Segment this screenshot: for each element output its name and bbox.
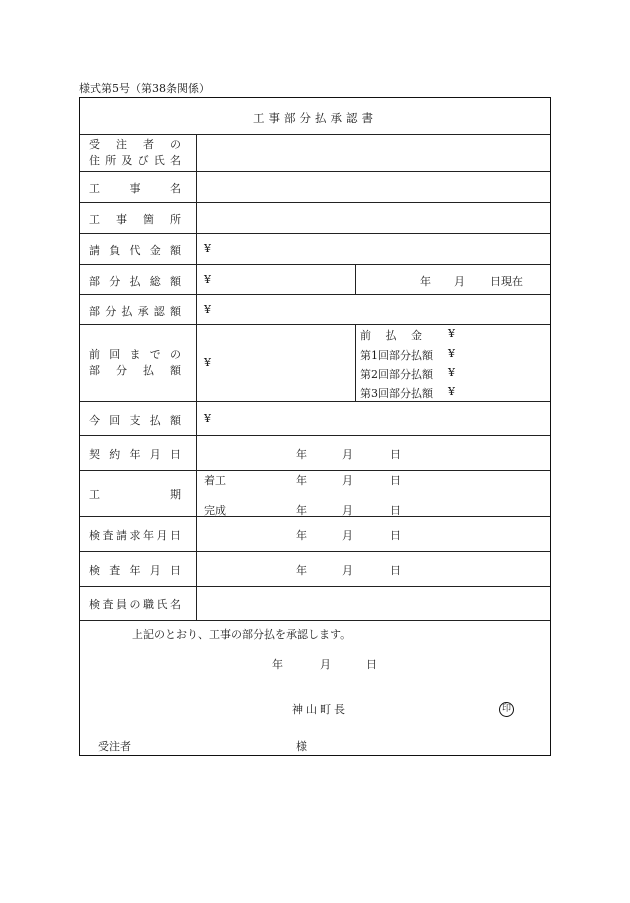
row-divider [80,401,550,402]
row-divider [80,435,550,436]
as-of-year: 年 [420,275,431,288]
form-title: 工事部分払承認書 [253,111,377,125]
inspector-field[interactable] [198,587,548,619]
period-end-day: 日 [390,504,401,517]
row-divider [80,551,550,552]
this-payment-yen: ¥ [204,412,211,425]
previous-payments-label-line1: 前回までの [89,348,181,361]
row-divider [80,516,550,517]
contract-year: 年 [296,448,307,461]
row-divider [80,264,550,265]
this-payment-label: 今回支払額 [89,414,181,427]
column-divider [355,324,356,401]
contract-day: 日 [390,448,401,461]
second-partial-label: 第2回部分払額 [360,368,433,381]
recipient-label: 受注者 [98,740,131,753]
partial-approved-yen: ¥ [204,303,211,316]
inspector-label: 検査員の職氏名 [89,598,181,611]
work-location-field[interactable] [198,203,548,232]
row-divider [80,470,550,471]
third-partial-label: 第3回部分払額 [360,387,433,400]
inspection-day: 日 [390,564,401,577]
third-partial-yen: ¥ [448,385,455,398]
inspection-request-year: 年 [296,529,307,542]
approval-day: 日 [366,658,377,671]
previous-payments-yen: ¥ [204,356,211,369]
period-end-month: 月 [342,504,353,517]
period-start-day: 日 [390,474,401,487]
partial-total-yen: ¥ [204,273,211,286]
approval-statement: 上記のとおり、工事の部分払を承認します。 [132,628,352,641]
seal-icon: 印 [499,702,514,717]
work-location-label: 工事箇所 [89,213,181,226]
advance-payment-yen: ¥ [448,327,455,340]
seal-mark [499,701,514,717]
row-divider [80,620,550,621]
contractor-address-field[interactable] [198,135,548,170]
advance-payment-label: 前払金 [360,329,422,342]
contractor-address-label-line1: 受注者の [89,138,181,151]
contract-amount-label: 請負代金額 [89,244,181,257]
form-number: 様式第5号（第38条関係） [79,82,210,95]
issuer-title: 神山町長 [292,703,348,716]
first-partial-label: 第1回部分払額 [360,349,433,362]
period-label: 工期 [89,488,181,501]
as-of-month: 月 [454,275,465,288]
row-divider [80,233,550,234]
period-end-label: 完成 [204,504,226,517]
partial-approved-label: 部分払承認額 [89,305,181,318]
approval-form [79,97,551,756]
inspection-request-month: 月 [342,529,353,542]
contractor-address-label-line2: 住所及び氏名 [89,154,181,167]
work-name-field[interactable] [198,172,548,201]
partial-total-label: 部分払総額 [89,275,181,288]
row-divider [80,324,550,325]
row-divider [80,294,550,295]
approval-year: 年 [272,658,283,671]
inspection-date-label: 検査年月日 [89,564,181,577]
inspection-request-label: 検査請求年月日 [89,529,181,542]
inspection-request-day: 日 [390,529,401,542]
contract-date-label: 契約年月日 [89,448,181,461]
column-divider [355,264,356,294]
contract-month: 月 [342,448,353,461]
contract-amount-yen: ¥ [204,242,211,255]
work-name-label: 工事名 [89,182,181,195]
previous-payments-label-line2: 部分払額 [89,364,181,377]
inspection-month: 月 [342,564,353,577]
first-partial-yen: ¥ [448,347,455,360]
approval-month: 月 [320,658,331,671]
honorific: 様 [296,740,307,753]
period-start-label: 着工 [204,474,226,487]
second-partial-yen: ¥ [448,366,455,379]
as-of-day: 日現在 [490,275,523,288]
column-divider [196,134,197,620]
period-end-year: 年 [296,504,307,517]
inspection-year: 年 [296,564,307,577]
period-start-month: 月 [342,474,353,487]
period-start-year: 年 [296,474,307,487]
